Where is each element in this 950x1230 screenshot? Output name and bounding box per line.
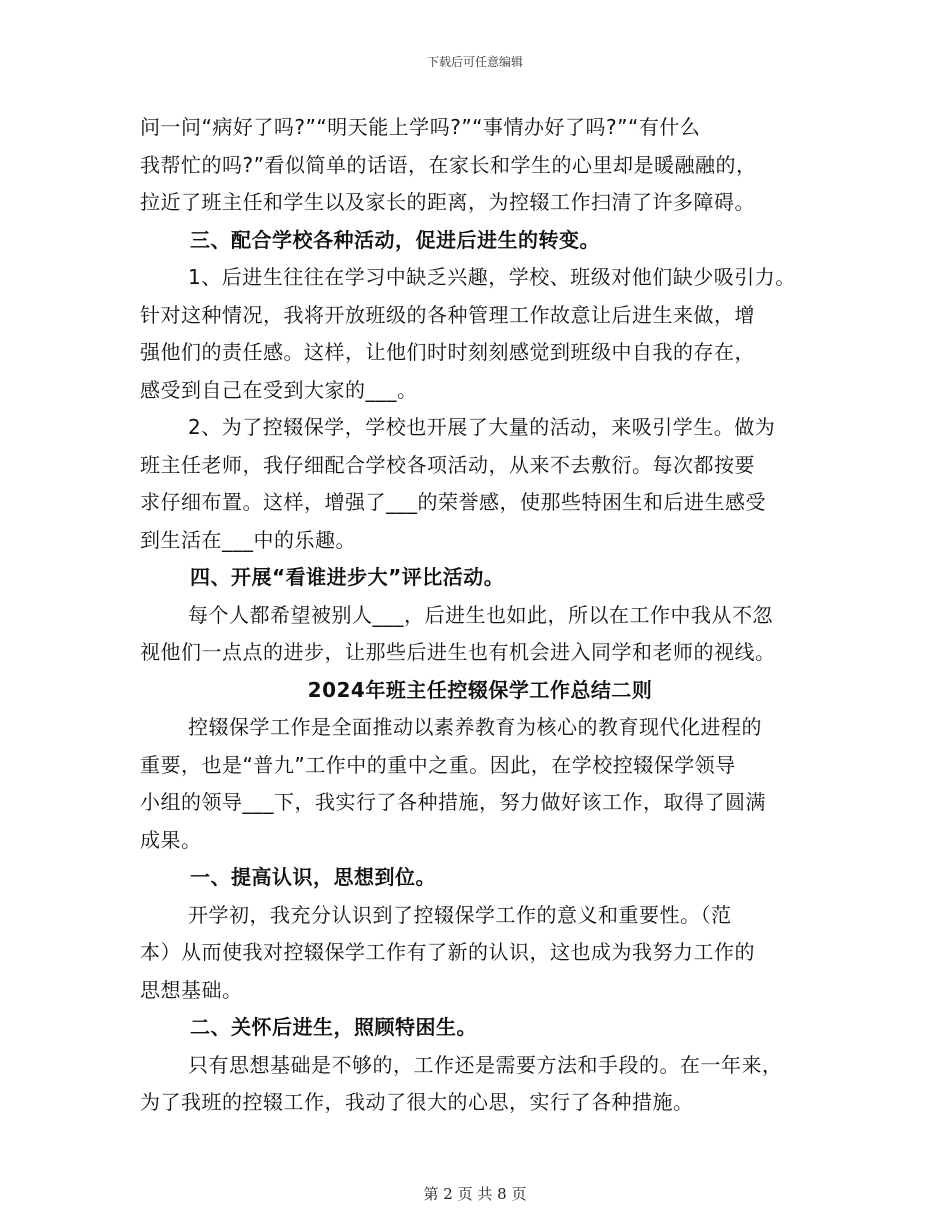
paragraph-line: 2、为了控辍保学，学校也开展了大量的活动，来吸引学生。做为 [188,415,776,439]
paragraph-line: 重要，也是“普九”工作中的重中之重。因此，在学校控辍保学领导 [140,753,736,777]
paragraph-line: 班主任老师，我仔细配合学校各项活动，从来不去敷衍。每次都按要 [140,453,755,477]
paragraph-line: 每个人都希望被别人___，后进生也如此，所以在工作中我从不忽 [188,603,773,627]
section-heading: 三、配合学校各种活动，促进后进生的转变。 [190,228,600,252]
paragraph-line: 拉近了班主任和学生以及家长的距离，为控辍工作扫清了许多障碍。 [140,190,755,214]
document-title: 2024年班主任控辍保学工作总结二则 [307,678,653,702]
paragraph-line: 我帮忙的吗?”看似简单的话语，在家长和学生的心里却是暖融融的， [140,153,757,177]
paragraph-line: 成果。 [140,828,202,852]
paragraph-line: 求仔细布置。这样，增强了___的荣誉感，使那些特困生和后进生感受 [140,490,766,514]
paragraph-line: 到生活在___中的乐趣。 [140,528,356,552]
section-heading: 四、开展“看谁进步大”评比活动。 [190,565,505,589]
paragraph-line: 针对这种情况，我将开放班级的各种管理工作故意让后进生来做，增 [140,303,755,327]
paragraph-line: 为了我班的控辍工作，我动了很大的心思，实行了各种措施。 [140,1090,694,1114]
paragraph-line: 问一问“病好了吗?”“明天能上学吗?”“事情办好了吗?”“有什么 [140,115,701,139]
paragraph-line: 强他们的责任感。这样，让他们时时刻刻感觉到班级中自我的存在， [140,340,755,364]
page-header: 下载后可任意编辑 [426,55,523,69]
paragraph-line: 控辍保学工作是全面推动以素养教育为核心的教育现代化进程的 [188,715,762,739]
section-heading: 一、提高认识，思想到位。 [190,865,436,889]
paragraph-line: 只有思想基础是不够的，工作还是需要方法和手段的。在一年来， [188,1053,783,1077]
paragraph-line: 本）从而使我对控辍保学工作有了新的认识，这也成为我努力工作的 [140,940,755,964]
paragraph-line: 感受到自己在受到大家的___。 [140,378,418,402]
paragraph-line: 开学初，我充分认识到了控辍保学工作的意义和重要性。（范 [188,903,732,927]
section-heading: 二、关怀后进生，照顾特困生。 [190,1015,477,1039]
page-footer: 第 2 页 共 8 页 [423,1185,527,1203]
paragraph-line: 思想基础。 [140,978,243,1002]
paragraph-line: 1、后进生往往在学习中缺乏兴趣，学校、班级对他们缺少吸引力。 [188,265,796,289]
paragraph-line: 小组的领导___下，我实行了各种措施，努力做好该工作，取得了圆满 [140,790,766,814]
paragraph-line: 视他们一点点的进步，让那些后进生也有机会进入同学和老师的视线。 [140,640,776,664]
